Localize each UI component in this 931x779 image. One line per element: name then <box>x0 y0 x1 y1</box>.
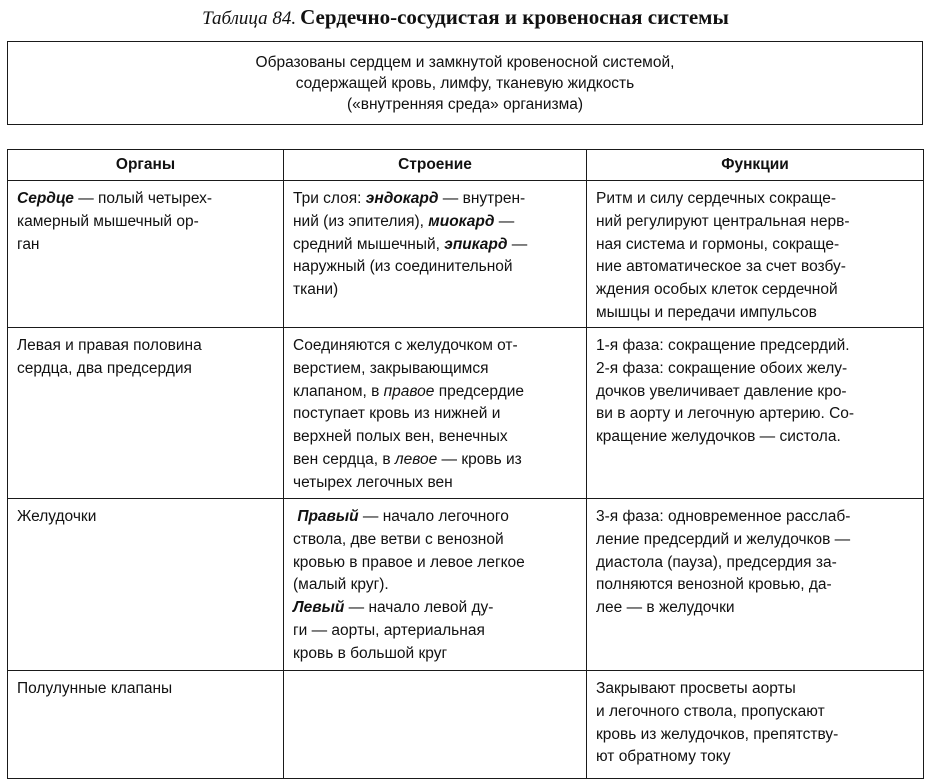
function-text: ви в аорту и легочную артерию. Со- <box>596 405 855 423</box>
structure-text: кровью в правое и левое легкое <box>293 553 525 571</box>
structure-term: миокард <box>428 212 495 230</box>
structure-text: — <box>494 212 515 230</box>
header-functions: Функции <box>587 150 924 181</box>
function-text: и легочного ствола, пропускают <box>596 702 825 720</box>
table-header-row <box>8 150 924 181</box>
function-text: Закрывают просветы аорты <box>596 680 796 697</box>
intro-line: Образованы сердцем и замкнутой кровеносной системой, <box>255 54 675 71</box>
function-text: 3-я фаза: одновременное расслаб- <box>596 508 851 525</box>
function-text: 1-я фаза: сокращение предсердий. <box>596 337 850 354</box>
function-text: ление предсердий и желудочков — <box>596 530 851 548</box>
function-cell <box>587 328 924 499</box>
organ-text: сердца, два предсердия <box>17 359 192 377</box>
systems-table <box>7 149 924 779</box>
structure-text: вен сердца, в <box>293 450 395 468</box>
function-text: дочков увеличивает давление кро- <box>596 382 847 400</box>
organ-term: Сердце <box>17 190 74 207</box>
function-text: ют обратному току <box>596 748 731 766</box>
structure-text: поступает кровь из нижней и <box>293 405 501 423</box>
function-text: лее — в желудочки <box>596 599 735 617</box>
structure-text: — кровь из <box>437 450 522 468</box>
structure-text: предсердие <box>434 382 524 400</box>
function-text: ний регулируют центральная нерв- <box>596 212 850 230</box>
structure-text: наружный (из соединительной <box>293 258 513 276</box>
intro-box <box>7 41 923 125</box>
organ-text: — полый четырех- <box>73 190 213 207</box>
function-text: полняются венозной кровью, да- <box>596 576 832 594</box>
structure-text: — внутрен- <box>438 190 526 207</box>
structure-text: ги — аорты, артериальная <box>293 621 485 639</box>
table-title <box>0 4 931 32</box>
structure-text: кровь в большой круг <box>293 644 448 662</box>
structure-text: ткани) <box>293 281 339 299</box>
function-text: ждения особых клеток сердечной <box>596 281 838 299</box>
table-row <box>8 328 924 499</box>
structure-term: эндокард <box>365 190 439 207</box>
structure-cell <box>284 328 587 499</box>
structure-text: Соединяются с желудочком от- <box>293 337 518 354</box>
structure-text: — начало легочного <box>358 508 509 525</box>
structure-text: верстием, закрывающимся <box>293 359 489 377</box>
structure-term: эпикард <box>444 235 508 253</box>
table-row <box>8 671 924 779</box>
structure-cell <box>284 499 587 671</box>
organ-cell <box>8 671 284 779</box>
organ-text: ган <box>17 235 40 253</box>
structure-text: средний мышечный, <box>293 235 445 253</box>
structure-text: ствола, две ветви с венозной <box>293 530 504 548</box>
function-cell <box>587 671 924 779</box>
intro-line: («внутренняя среда» организма) <box>346 96 584 113</box>
intro-line: содержащей кровь, лимфу, тканевую жидкость <box>295 75 635 92</box>
organ-text: Желудочки <box>17 508 97 525</box>
organ-text: камерный мышечный ор- <box>17 212 199 230</box>
structure-term: правое <box>383 382 435 400</box>
function-text: Ритм и силу сердечных сокраще- <box>596 190 837 207</box>
structure-text: верхней полых вен, венечных <box>293 428 508 446</box>
function-text: мышцы и передачи импульсов <box>596 303 817 321</box>
structure-term: левое <box>394 450 438 468</box>
structure-text: — <box>507 235 528 253</box>
function-text: ние автоматическое за счет возбу- <box>596 258 846 276</box>
structure-term: Правый <box>297 508 359 525</box>
function-text: ная система и гормоны, сокраще- <box>596 235 840 253</box>
table-title-text: Сердечно-сосудистая и кровеносная системы <box>300 5 729 29</box>
header-structure: Строение <box>284 150 587 181</box>
structure-text: клапаном, в <box>293 382 384 400</box>
table-row <box>8 181 924 328</box>
function-text: 2-я фаза: сокращение обоих желу- <box>596 359 848 377</box>
table-row <box>8 499 924 671</box>
organ-cell <box>8 499 284 671</box>
structure-cell <box>284 181 587 328</box>
function-cell <box>587 499 924 671</box>
structure-text: четырех легочных вен <box>293 473 453 491</box>
header-organs: Органы <box>8 150 284 181</box>
organ-cell <box>8 328 284 499</box>
function-cell <box>587 181 924 328</box>
structure-text: (малый круг). <box>293 576 389 594</box>
function-text: кровь из желудочков, препятству- <box>596 725 839 743</box>
table-number: Таблица 84. <box>202 8 297 29</box>
structure-text: Три слоя: <box>293 190 366 207</box>
structure-term: Левый <box>293 599 345 617</box>
function-text: кращение желудочков — систола. <box>596 428 841 446</box>
structure-cell <box>284 671 587 779</box>
organ-text: Левая и правая половина <box>17 337 202 354</box>
structure-text: — начало левой ду- <box>344 599 494 617</box>
organ-text: Полулунные клапаны <box>17 680 173 697</box>
structure-text: ний (из эпителия), <box>293 212 429 230</box>
organ-cell <box>8 181 284 328</box>
function-text: диастола (пауза), предсердия за- <box>596 553 837 571</box>
